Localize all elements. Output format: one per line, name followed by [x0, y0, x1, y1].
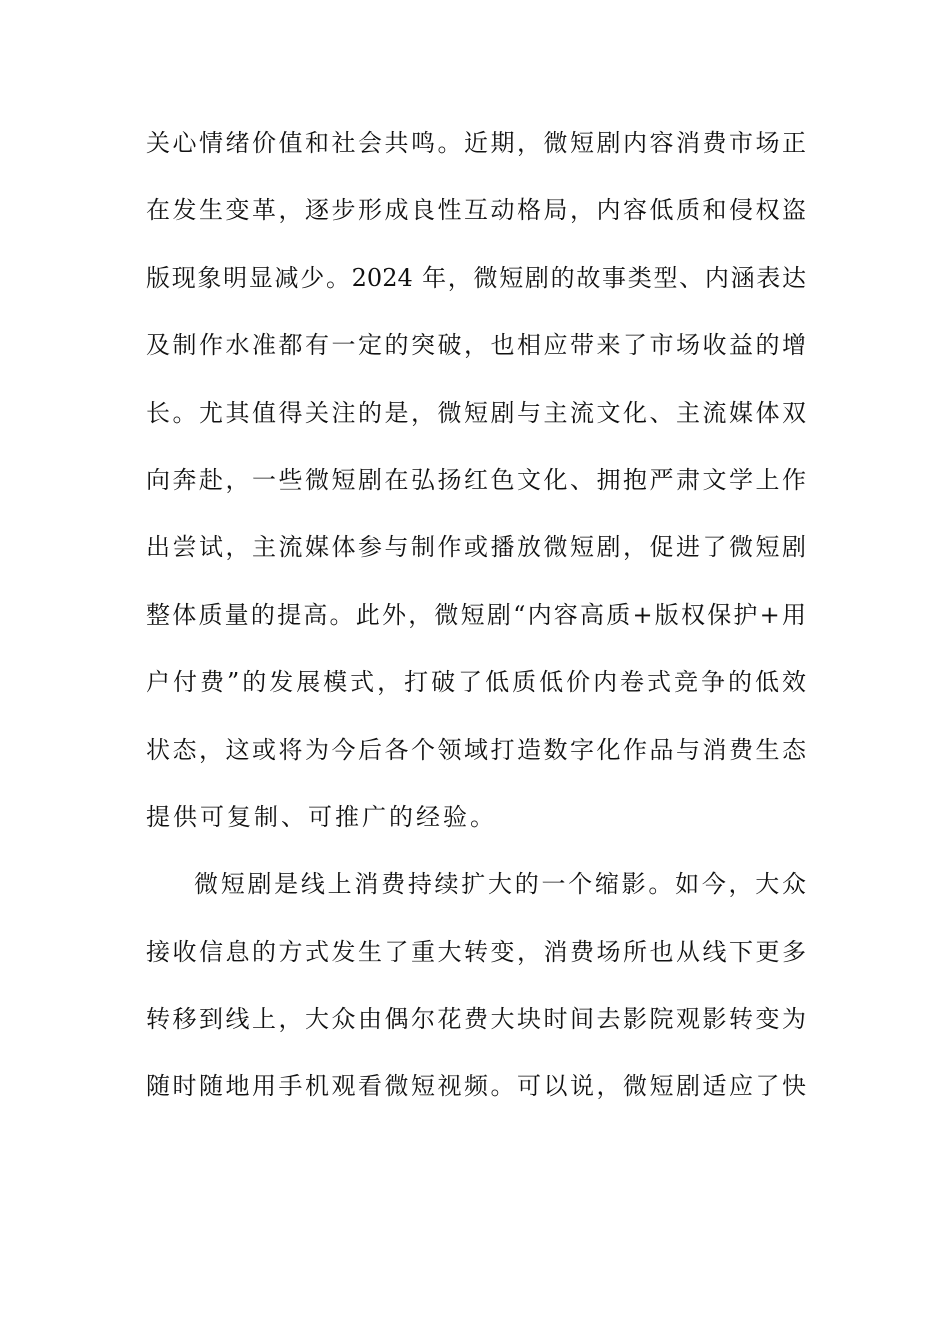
text-line: 关心情绪价值和社会共鸣。近期，微短剧内容消费市场正 [146, 129, 806, 157]
text-line: 提供可复制、可推广的经验。 [146, 802, 497, 831]
text-line: 版现象明显减少。2024 年，微短剧的故事类型、内涵表达 [146, 263, 806, 292]
text-line: 整体质量的提高。此外，微短剧“内容高质+版权保护+用 [146, 600, 806, 629]
text-line: 在发生变革，逐步形成良性互动格局，内容低质和侵权盗 [146, 196, 806, 225]
body-text [146, 116, 806, 1127]
paragraph-2 [146, 857, 806, 1127]
text-line: 状态，这或将为今后各个领域打造数字化作品与消费生态 [146, 735, 806, 764]
paragraph-1 [146, 116, 806, 857]
text-line: 出尝试，主流媒体参与制作或播放微短剧，促进了微短剧 [146, 533, 806, 562]
text-line: 转移到线上，大众由偶尔花费大块时间去影院观影转变为 [146, 1005, 806, 1034]
text-line: 户付费”的发展模式，打破了低质低价内卷式竞争的低效 [146, 668, 806, 697]
text-line: 及制作水准都有一定的突破，也相应带来了市场收益的增 [146, 331, 806, 360]
text-line: 随时随地用手机观看微短视频。可以说，微短剧适应了快 [146, 1072, 806, 1101]
text-line: 长。尤其值得关注的是，微短剧与主流文化、主流媒体双 [146, 398, 806, 427]
text-line: 接收信息的方式发生了重大转变，消费场所也从线下更多 [146, 937, 806, 966]
text-line: 向奔赴，一些微短剧在弘扬红色文化、拥抱严肃文学上作 [146, 465, 806, 494]
text-line: 微短剧是线上消费持续扩大的一个缩影。如今，大众 [194, 870, 806, 899]
